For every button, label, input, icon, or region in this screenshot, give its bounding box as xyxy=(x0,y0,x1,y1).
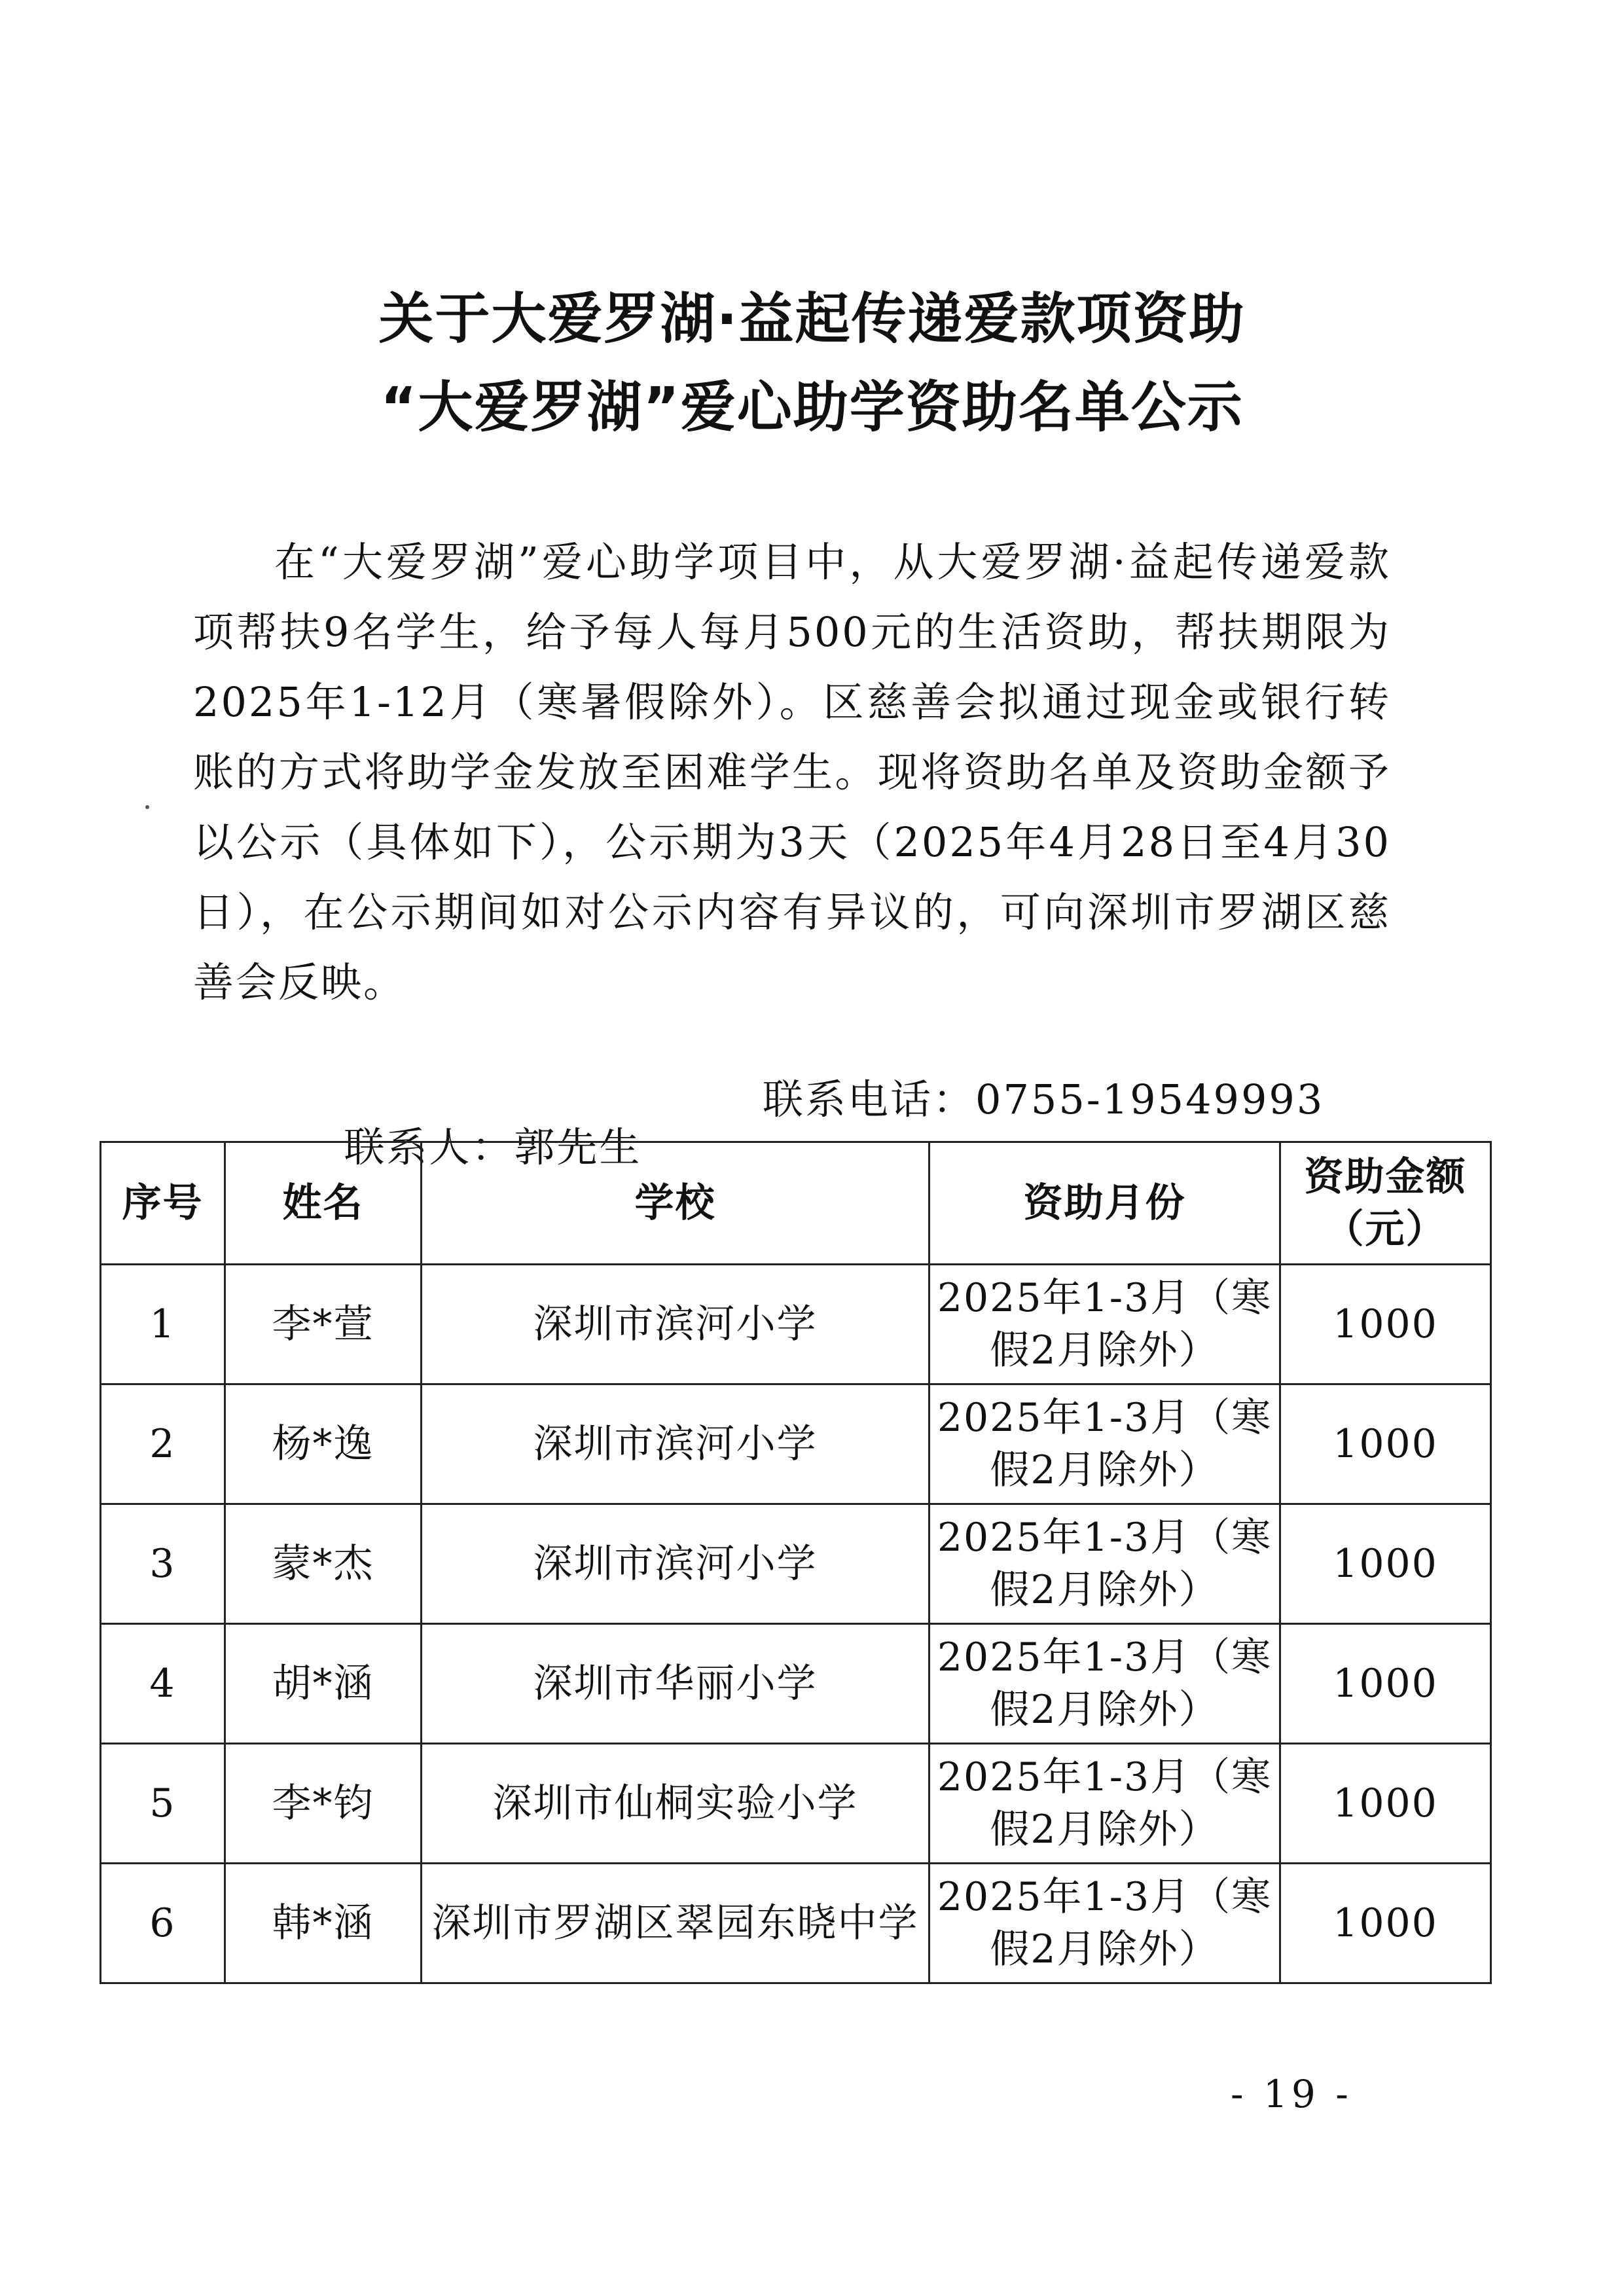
header-months: 资助月份 xyxy=(929,1142,1280,1265)
cell-name: 胡*涵 xyxy=(225,1624,422,1744)
cell-amount: 1000 xyxy=(1280,1864,1491,1983)
cell-no: 2 xyxy=(101,1384,225,1504)
table-row xyxy=(101,1624,1491,1744)
document-title-line-1: 关于大爱罗湖·益起传递爱款项资助 xyxy=(378,287,1246,351)
cell-school: 深圳市仙桐实验小学 xyxy=(422,1744,929,1864)
cell-name: 杨*逸 xyxy=(225,1384,422,1504)
cell-no: 6 xyxy=(101,1864,225,1983)
cell-school: 深圳市罗湖区翠园东晓中学 xyxy=(422,1864,929,1983)
cell-months: 2025年1-3月（寒假2月除外） xyxy=(929,1265,1280,1384)
cell-school: 深圳市华丽小学 xyxy=(422,1624,929,1744)
cell-name: 李*萱 xyxy=(225,1265,422,1384)
cell-no: 4 xyxy=(101,1624,225,1744)
document-title-line-2: “大爱罗湖”爱心助学资助名单公示 xyxy=(380,375,1244,439)
funding-table xyxy=(99,1141,1492,1984)
cell-name: 李*钧 xyxy=(225,1744,422,1864)
cell-name: 蒙*杰 xyxy=(225,1504,422,1624)
table-row xyxy=(101,1744,1491,1864)
cell-school: 深圳市滨河小学 xyxy=(422,1384,929,1504)
contact-phone: 联系电话：0755-19549993 xyxy=(763,1075,1325,1123)
cell-months: 2025年1-3月（寒假2月除外） xyxy=(929,1384,1280,1504)
cell-amount: 1000 xyxy=(1280,1744,1491,1864)
cell-name: 韩*涵 xyxy=(225,1864,422,1983)
header-name: 姓名 xyxy=(225,1142,422,1265)
contact-person: 联系人：郭先生 xyxy=(344,1123,642,1171)
cell-months: 2025年1-3月（寒假2月除外） xyxy=(929,1744,1280,1864)
cell-school: 深圳市滨河小学 xyxy=(422,1265,929,1384)
cell-months: 2025年1-3月（寒假2月除外） xyxy=(929,1624,1280,1744)
cell-amount: 1000 xyxy=(1280,1265,1491,1384)
cell-amount: 1000 xyxy=(1280,1504,1491,1624)
cell-no: 3 xyxy=(101,1504,225,1624)
cell-no: 1 xyxy=(101,1265,225,1384)
table-row xyxy=(101,1864,1491,1983)
table-row xyxy=(101,1265,1491,1384)
table-row xyxy=(101,1384,1491,1504)
cell-months: 2025年1-3月（寒假2月除外） xyxy=(929,1504,1280,1624)
scan-speck xyxy=(145,805,149,809)
cell-amount: 1000 xyxy=(1280,1384,1491,1504)
header-school: 学校 xyxy=(422,1142,929,1265)
body-paragraph: 在“大爱罗湖”爱心助学项目中，从大爱罗湖·益起传递爱款项帮扶9名学生，给予每人每月500元的生活资助，帮扶期限为2025年1-12月（寒暑假除外）。区慈善会拟通过现金或银行转账的方式将助学金发放至困难学生。现将资助名单及资助金额予以公示（具体如下），公示期为3天（2025年4月28日至4月30日），在公示期间如对公示内容有异议的，可向深圳市罗湖区慈善会反映。 xyxy=(193,538,1391,1006)
page-number: - 19 - xyxy=(1231,2072,1352,2116)
header-amount: 资助金额（元） xyxy=(1280,1142,1491,1265)
cell-amount: 1000 xyxy=(1280,1624,1491,1744)
cell-months: 2025年1-3月（寒假2月除外） xyxy=(929,1864,1280,1983)
table-header-row xyxy=(101,1142,1491,1265)
cell-school: 深圳市滨河小学 xyxy=(422,1504,929,1624)
table-row xyxy=(101,1504,1491,1624)
cell-no: 5 xyxy=(101,1744,225,1864)
header-no: 序号 xyxy=(101,1142,225,1265)
